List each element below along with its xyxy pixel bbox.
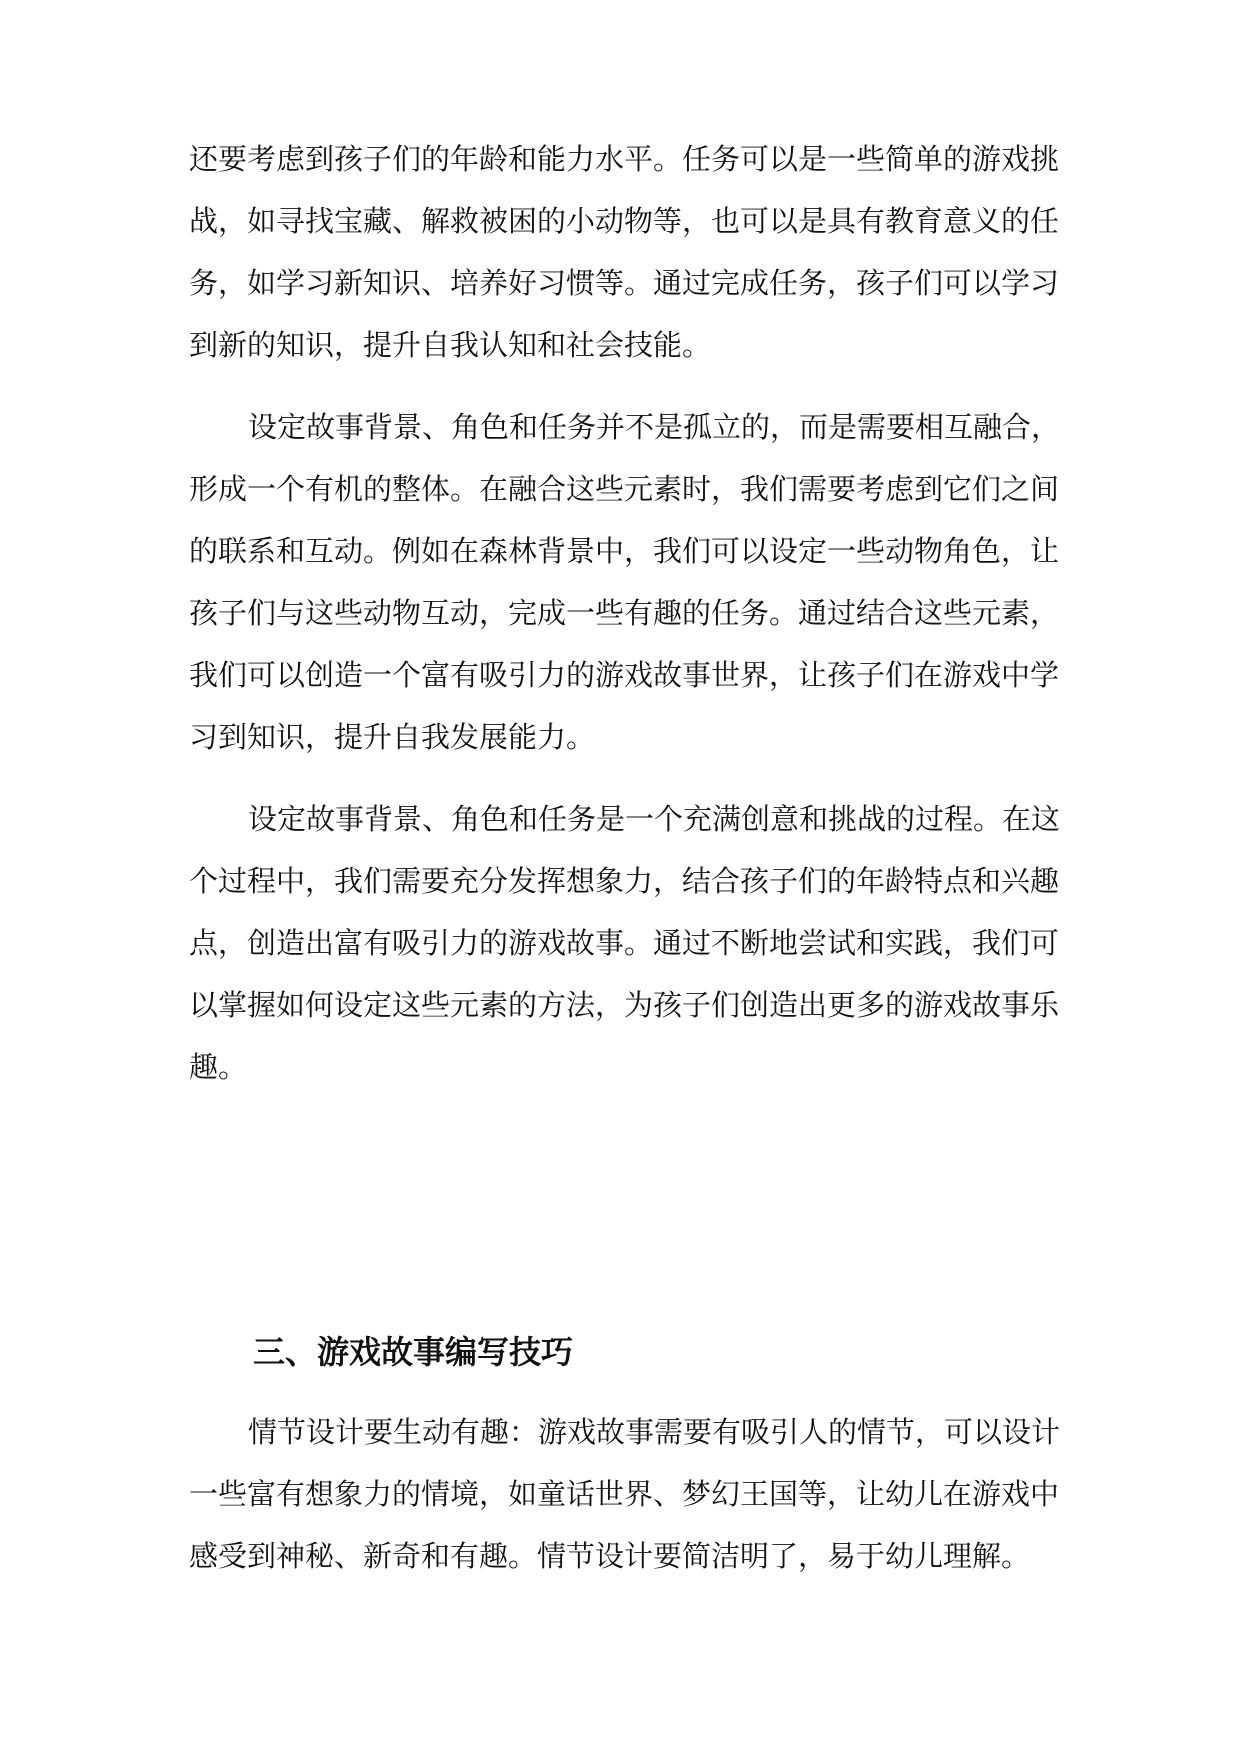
section-heading: 三、游戏故事编写技巧	[253, 1333, 574, 1371]
paragraph-line: 以掌握如何设定这些元素的方法，为孩子们创造出更多的游戏故事乐	[189, 988, 1060, 1022]
paragraph-line: 一些富有想象力的情境，如童话世界、梦幻王国等，让幼儿在游戏中	[189, 1477, 1060, 1511]
paragraph-line: 点，创造出富有吸引力的游戏故事。通过不断地尝试和实践，我们可	[189, 926, 1060, 960]
paragraph-line: 感受到神秘、新奇和有趣。情节设计要简洁明了，易于幼儿理解。	[189, 1539, 1031, 1573]
paragraph-line: 孩子们与这些动物互动，完成一些有趣的任务。通过结合这些元素，	[189, 596, 1060, 630]
paragraph-line: 我们可以创造一个富有吸引力的游戏故事世界，让孩子们在游戏中学	[189, 658, 1060, 692]
paragraph-line: 个过程中，我们需要充分发挥想象力，结合孩子们的年龄特点和兴趣	[189, 864, 1060, 898]
paragraph-line: 战，如寻找宝藏、解救被困的小动物等，也可以是具有教育意义的任	[189, 204, 1060, 238]
paragraph-line: 的联系和互动。例如在森林背景中，我们可以设定一些动物角色，让	[189, 534, 1060, 568]
paragraph-line: 务，如学习新知识、培养好习惯等。通过完成任务，孩子们可以学习	[189, 266, 1060, 300]
paragraph-line: 情节设计要生动有趣：游戏故事需要有吸引人的情节，可以设计	[248, 1415, 1061, 1449]
paragraph-line: 设定故事背景、角色和任务并不是孤立的，而是需要相互融合，	[248, 410, 1061, 444]
paragraph-line: 趣。	[189, 1050, 248, 1084]
paragraph-line: 还要考虑到孩子们的年龄和能力水平。任务可以是一些简单的游戏挑	[189, 142, 1060, 176]
paragraph-line: 到新的知识，提升自我认知和社会技能。	[189, 328, 712, 362]
paragraph-line: 设定故事背景、角色和任务是一个充满创意和挑战的过程。在这	[248, 802, 1061, 836]
paragraph-line: 形成一个有机的整体。在融合这些元素时，我们需要考虑到它们之间	[189, 472, 1060, 506]
paragraph-line: 习到知识，提升自我发展能力。	[189, 720, 596, 754]
